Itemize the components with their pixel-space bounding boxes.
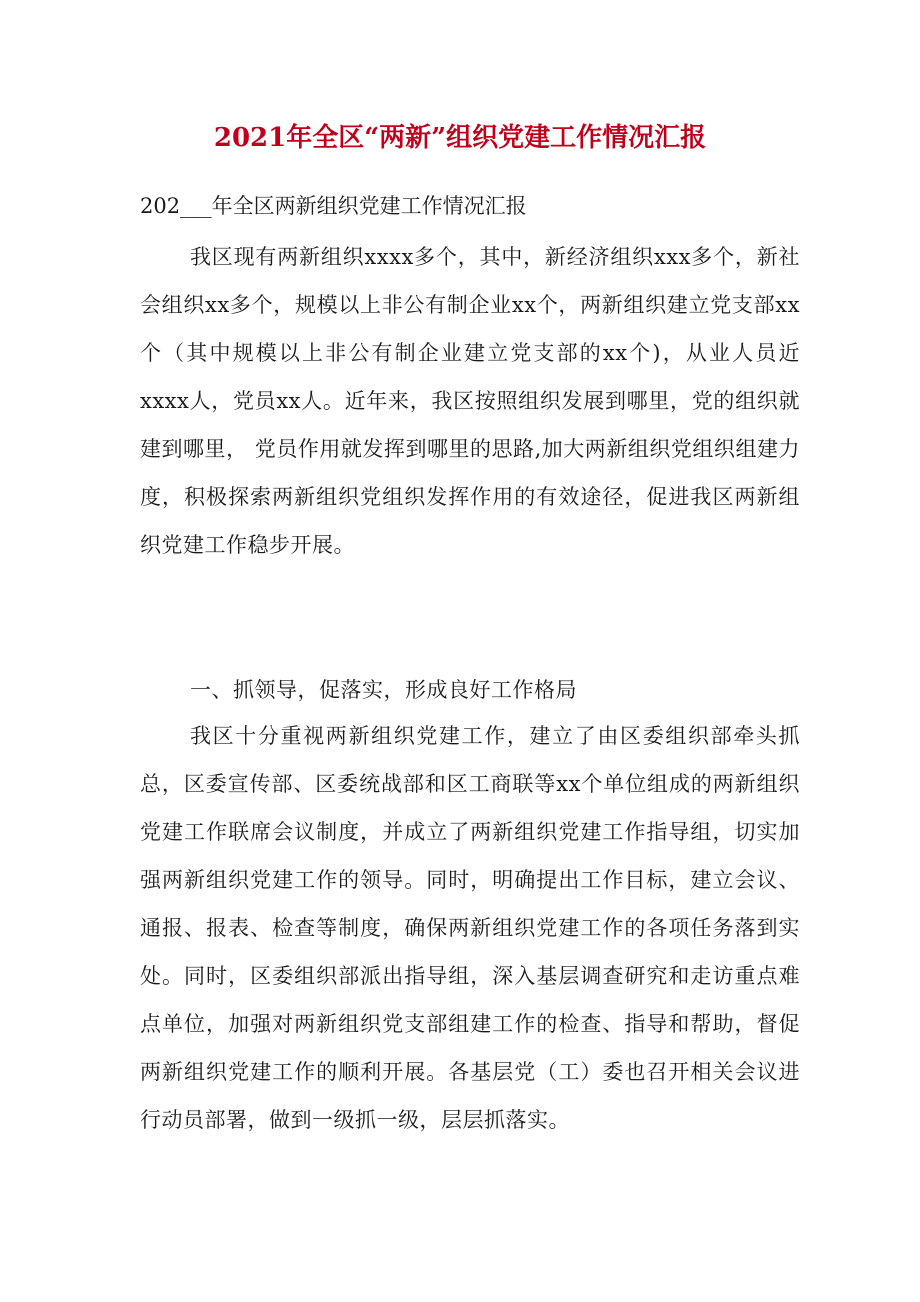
document-subtitle: 202___年全区两新组织党建工作情况汇报: [140, 194, 527, 218]
intro-paragraph: 我区现有两新组织xxxx多个，其中，新经济组织xxx多个，新社会组织xx多个，规模以上非公有制企业xx个，两新组织建立党支部xx个（其中规模以上非公有制企业建立党支部的xx个)，从业人员近xxxx人，党员xx人。近年来，我区按照组织发展到哪里，党的组织就建到哪里， 党员作用就发挥到哪里的思路,加大两新组织党组织组建力度，积极探索两新组织党组织发挥作用的有效途径，促进我区两新组织党建工作稳步开展。: [140, 245, 800, 557]
section-1-heading: 一、抓领导，促落实，形成良好工作格局: [190, 678, 577, 702]
document-title: 2021年全区“两新”组织党建工作情况汇报: [213, 123, 707, 153]
section-1-paragraph: 我区十分重视两新组织党建工作，建立了由区委组织部牵头抓总，区委宣传部、区委统战部和区工商联等xx个单位组成的两新组织党建工作联席会议制度，并成立了两新组织党建工作指导组，切实加强两新组织党建工作的领导。同时，明确提出工作目标，建立会议、通报、报表、检查等制度，确保两新组织党建工作的各项任务落到实处。同时，区委组织部派出指导组，深入基层调查研究和走访重点难点单位，加强对两新组织党支部组建工作的检查、指导和帮助，督促两新组织党建工作的顺利开展。各基层党（工）委也召开相关会议进行动员部署，做到一级抓一级，层层抓落实。: [140, 724, 800, 1132]
